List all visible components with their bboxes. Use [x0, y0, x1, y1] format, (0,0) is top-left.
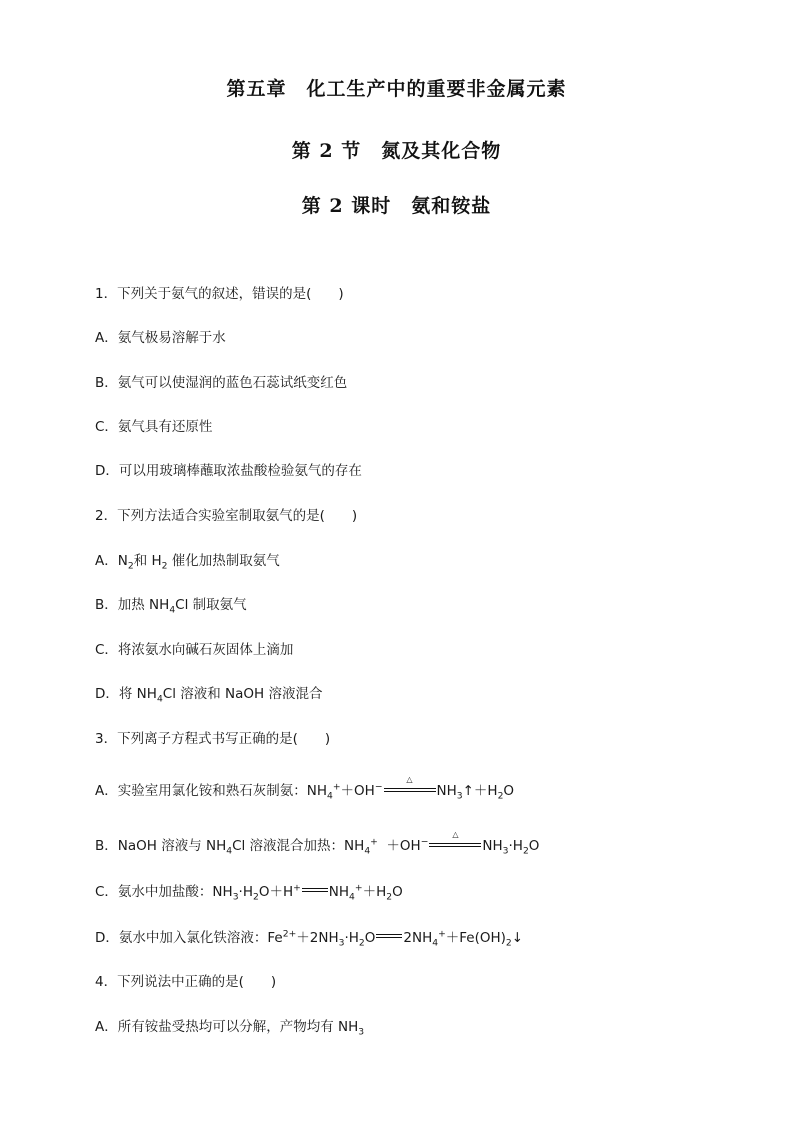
- question-1-option-c: C．氨气具有还原性: [95, 419, 213, 435]
- lesson-title: 第 2 课时 氨和铵盐: [301, 195, 492, 217]
- question-3-stem: 3．下列离子方程式书写正确的是( ): [95, 731, 331, 747]
- question-3-option-b: B．NaOH 溶液与 $NH_4Cl$ 溶液混合加热：$NH_4^+ +OH^-$ △ $NH_3\cdot H_2O$: [95, 830, 540, 857]
- question-2-option-a: A．$N_2$和 $H_2$ 催化加热制取氨气: [95, 553, 280, 572]
- question-2-stem: 2．下列方法适合实验室制取氨气的是( ): [95, 508, 358, 524]
- heat-condition-equals: △: [429, 840, 481, 850]
- question-2-option-b: B．加热 $NH_4Cl$ 制取氨气: [95, 597, 247, 616]
- heat-condition-equals: △: [384, 785, 436, 795]
- question-2-option-d: D．将 $NH_4Cl$ 溶液和 NaOH 溶液混合: [95, 686, 323, 705]
- question-2-option-c: C．将浓氨水向碱石灰固体上滴加: [95, 642, 294, 658]
- question-4-stem: 4．下列说法中正确的是( ): [95, 974, 277, 990]
- question-4-option-a: A．所有铵盐受热均可以分解，产物均有 $NH_3$: [95, 1019, 365, 1038]
- question-1-option-b: B．氨气可以使湿润的蓝色石蕊试纸变红色: [95, 375, 348, 391]
- question-1-option-a: A．氨气极易溶解于水: [95, 330, 226, 346]
- question-3-option-a: A．实验室用氯化铵和熟石灰制氨：$NH_4^++OH^-$ △ $NH_3↑+H_2O$: [95, 775, 515, 802]
- question-1-option-d: D．可以用玻璃棒蘸取浓盐酸检验氨气的存在: [95, 463, 362, 479]
- question-3-option-c: C．氨水中加盐酸：$NH_3\cdot H_2O+H^+$ $NH_4^++H_2O$: [95, 882, 403, 903]
- equals-sign: [376, 932, 402, 942]
- section-title: 第 2 节 氮及其化合物: [291, 140, 502, 162]
- question-3-option-d: D．氨水中加入氯化铁溶液：$Fe^{2+}+2NH_3\cdot H_2O$ $2NH_4^++Fe(OH)_2↓$: [95, 928, 524, 949]
- equals-sign: [302, 886, 328, 896]
- chapter-title: 第五章 化工生产中的重要非金属元素: [226, 78, 567, 100]
- question-1-stem: 1．下列关于氨气的叙述，错误的是( ): [95, 286, 344, 302]
